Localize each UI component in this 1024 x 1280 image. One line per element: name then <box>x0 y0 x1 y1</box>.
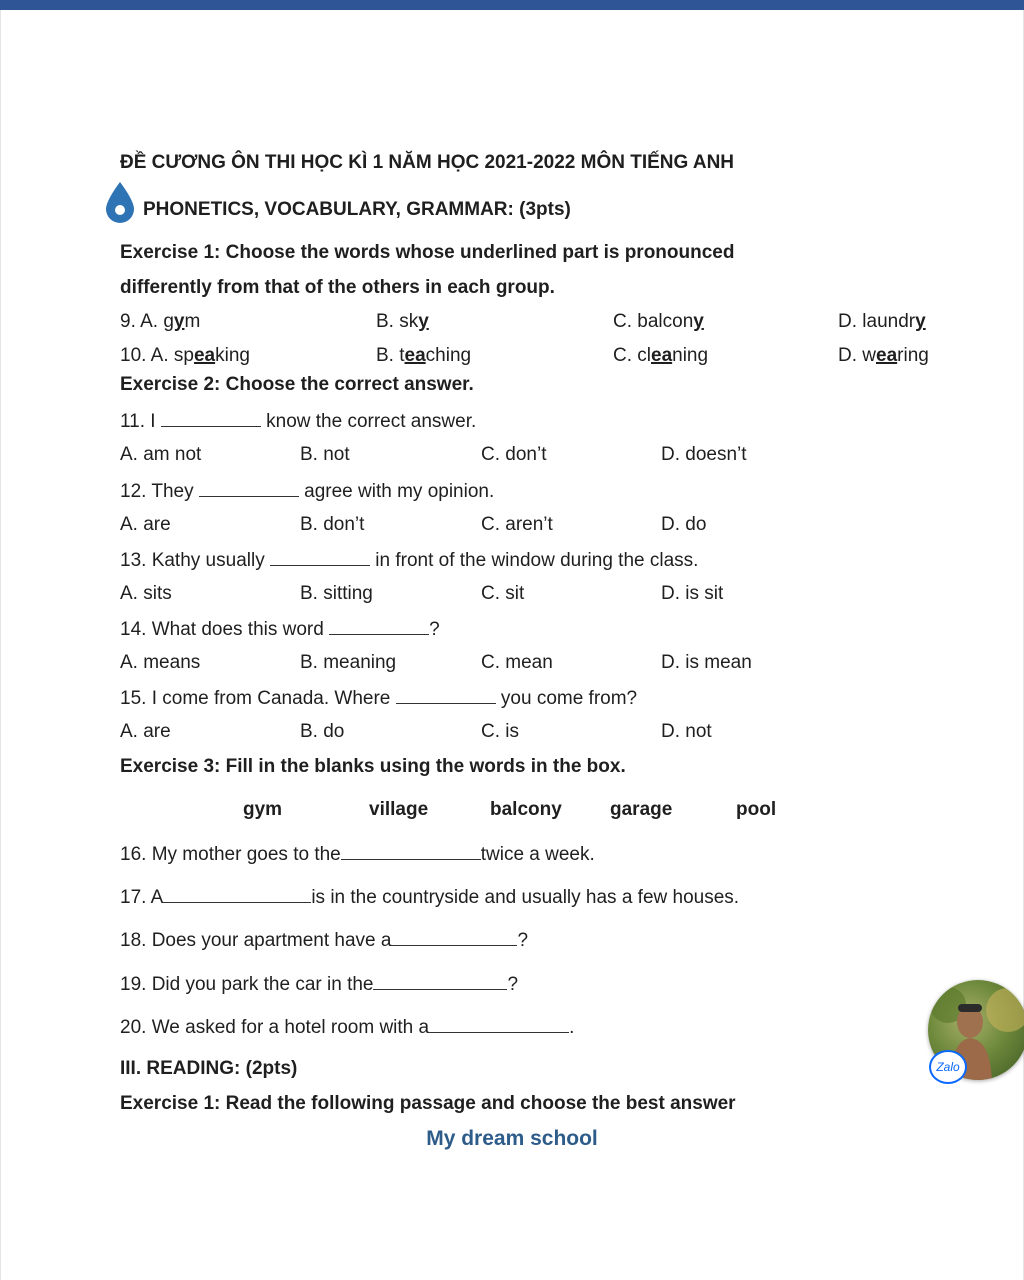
answer-blank <box>329 617 429 635</box>
q12-option-d: D. do <box>661 514 707 535</box>
q11-option-d: D. doesn’t <box>661 444 747 465</box>
question-14: 14. What does this word ? <box>120 619 440 640</box>
word-box-item: garage <box>610 799 673 820</box>
q9-option-c: C. balcony <box>613 311 704 332</box>
q15-option-d: D. not <box>661 721 712 742</box>
q9-option-d: D. laundry <box>838 311 926 332</box>
q13-option-c: C. sit <box>481 583 525 604</box>
question-13: 13. Kathy usually in front of the window during the class. <box>120 550 699 571</box>
question-18: 18. Does your apartment have a ? <box>120 930 529 951</box>
question-19: 19. Did you park the car in the ? <box>120 974 519 995</box>
answer-blank <box>199 479 299 497</box>
q10-option-b: B. teaching <box>376 345 472 366</box>
reading-exercise1-title: Exercise 1: Read the following passage and choose the best answer <box>120 1093 736 1114</box>
q14-option-c: C. mean <box>481 652 553 673</box>
top-bar <box>0 0 1024 10</box>
exercise3-title: Exercise 3: Fill in the blanks using the words in the box. <box>120 756 626 777</box>
question-20: 20. We asked for a hotel room with a . <box>120 1017 575 1038</box>
q14-option-d: D. is mean <box>661 652 752 673</box>
question-17: 17. A is in the countryside and usually has a few houses. <box>120 887 740 908</box>
water-drop-icon <box>104 180 136 224</box>
q11-option-a: A. am not <box>120 444 202 465</box>
document-title: ĐỀ CƯƠNG ÔN THI HỌC KÌ 1 NĂM HỌC 2021-2022 MÔN TIẾNG ANH <box>120 152 735 173</box>
q14-option-a: A. means <box>120 652 201 673</box>
answer-blank <box>270 548 370 566</box>
q15-option-c: C. is <box>481 721 519 742</box>
word-box-item: gym <box>243 799 283 820</box>
question-15: 15. I come from Canada. Where you come from? <box>120 688 638 709</box>
answer-blank <box>163 885 311 903</box>
q12-option-c: C. aren’t <box>481 514 553 535</box>
q13-option-d: D. is sit <box>661 583 724 604</box>
answer-blank <box>341 842 481 860</box>
q9-option-b: B. sky <box>376 311 429 332</box>
answer-blank <box>373 972 507 990</box>
exercise2-title: Exercise 2: Choose the correct answer. <box>120 374 474 395</box>
q11-option-b: B. not <box>300 444 350 465</box>
question-16: 16. My mother goes to the twice a week. <box>120 844 595 865</box>
q13-option-a: A. sits <box>120 583 172 604</box>
q13-option-b: B. sitting <box>300 583 373 604</box>
answer-blank <box>391 928 517 946</box>
answer-blank <box>161 409 261 427</box>
exercise1-title-line2: differently from that of the others in each group. <box>120 277 555 298</box>
q10-option-a: 10. A. speaking <box>120 345 250 366</box>
q12-option-a: A. are <box>120 514 171 535</box>
reading-heading: III. READING: (2pts) <box>120 1058 298 1079</box>
q10-option-d: D. wearing <box>838 345 929 366</box>
zalo-badge[interactable]: Zalo <box>929 1050 967 1084</box>
exercise1-title-line1: Exercise 1: Choose the words whose underlined part is pronounced <box>120 242 735 263</box>
question-11: 11. I know the correct answer. <box>120 411 477 432</box>
answer-blank <box>396 686 496 704</box>
answer-blank <box>429 1015 569 1033</box>
q12-option-b: B. don’t <box>300 514 365 535</box>
word-box-item: balcony <box>490 799 562 820</box>
question-12: 12. They agree with my opinion. <box>120 481 495 502</box>
q15-option-a: A. are <box>120 721 171 742</box>
word-box-item: pool <box>736 799 777 820</box>
q11-option-c: C. don’t <box>481 444 547 465</box>
q10-option-c: C. cleaning <box>613 345 709 366</box>
section-heading-phonetics: PHONETICS, VOCABULARY, GRAMMAR: (3pts) <box>143 199 571 220</box>
passage-title: My dream school <box>426 1127 598 1150</box>
q14-option-b: B. meaning <box>300 652 397 673</box>
q9-option-a: 9. A. gym <box>120 311 201 332</box>
q15-option-b: B. do <box>300 721 345 742</box>
word-box-item: village <box>369 799 429 820</box>
